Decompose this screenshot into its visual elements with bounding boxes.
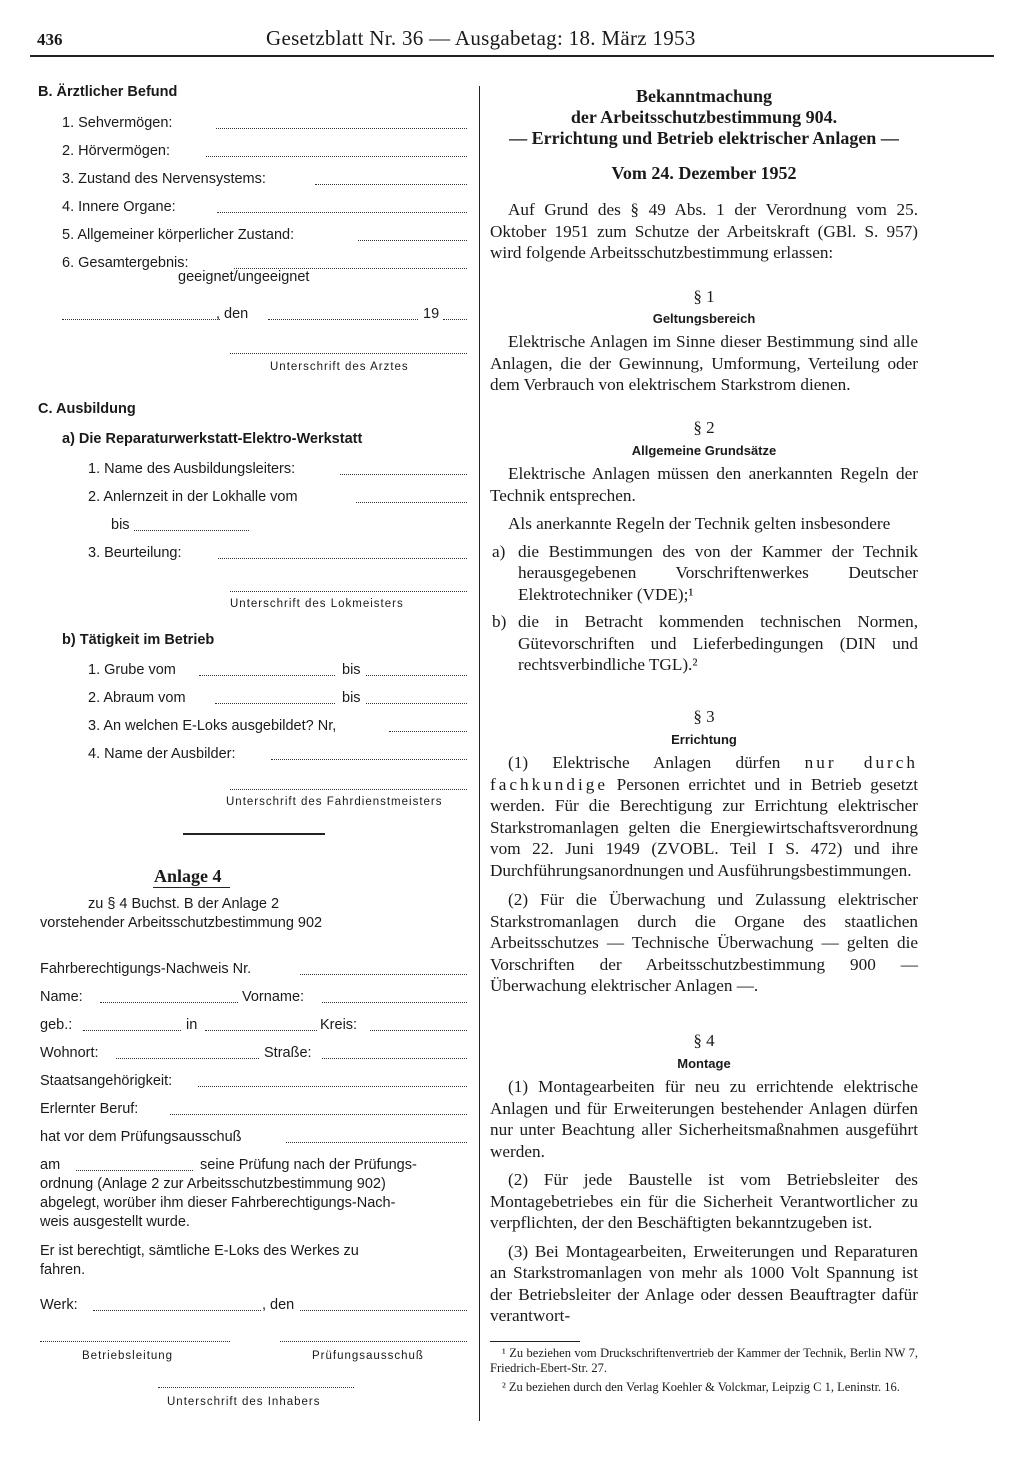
field-staat: Staatsangehörigkeit: <box>40 1073 173 1089</box>
item-label: Innere Organe: <box>78 199 176 215</box>
form-row-ausbilder <box>88 746 236 762</box>
item-label: Abraum vom <box>103 690 186 706</box>
fill-line <box>218 558 467 559</box>
fill-line <box>62 319 220 320</box>
signature-arzt: Unterschrift des Arztes <box>270 361 409 373</box>
intro-paragraph <box>490 199 918 264</box>
para-line-4: weis ausgestellt wurde. <box>40 1214 190 1230</box>
s1-num: § 1 <box>693 287 715 306</box>
item-label: Allgemeiner körperlicher Zustand: <box>77 227 295 243</box>
fill-line <box>170 1114 467 1115</box>
fill-line <box>76 1170 193 1171</box>
fill-line <box>217 212 467 213</box>
field-werk-den: , den <box>262 1297 295 1313</box>
s2-title: Allgemeine Grundsätze <box>631 443 777 458</box>
fill-line <box>206 156 467 157</box>
fill-line <box>340 474 467 475</box>
s2-item-b: die in Betracht kommenden technischen Normen, Gütevorschriften und Lieferbedingungen (DIN und rechtsverbindliche TGL).² <box>518 612 918 674</box>
sub-b-title: b) Tätigkeit im Betrieb <box>62 632 215 648</box>
column-divider <box>479 86 480 1421</box>
field-nachweis: Fahrberechtigungs-Nachweis Nr. <box>40 961 252 977</box>
footnotes <box>490 1346 918 1395</box>
field-in: in <box>186 1017 198 1033</box>
item-num: 4. <box>88 746 101 762</box>
list-label: a) <box>492 541 506 561</box>
field-pruefung: hat vor dem Prüfungsausschuß <box>40 1129 242 1145</box>
s4-p2: (2) Für jede Baustelle ist vom Betriebsleiter des Montagebetriebes ein für die Sicherheit Verantwortlicher zu verpflichten, der den Beschäftigten bekanntzugeben ist. <box>490 1170 918 1232</box>
field-werk: Werk: <box>40 1297 78 1313</box>
signature-fahrdienstmeister: Unterschrift des Fahrdienstmeisters <box>226 796 443 808</box>
item-num: 2. <box>88 489 101 505</box>
signature-inhaber: Unterschrift des Inhabers <box>167 1396 321 1408</box>
fill-line <box>205 1030 317 1031</box>
grube-bis: bis <box>342 662 361 678</box>
fill-line <box>356 502 467 503</box>
date-year: 19 <box>423 306 440 322</box>
form-row-anlernzeit <box>88 489 298 505</box>
s2-item-a: die Bestimmungen des von der Kammer der Technik herausgegebenen Vorschriftenwerkes Deutscher Elektrotechniker (VDE);¹ <box>518 541 918 604</box>
s2-p1: Elektrische Anlagen müssen den anerkannten Regeln der Technik entsprechen. <box>490 464 918 505</box>
field-kreis: Kreis: <box>320 1017 358 1033</box>
form-row-e-loks <box>88 718 336 734</box>
fill-line <box>93 1310 261 1311</box>
field-wohnort: Wohnort: <box>40 1045 99 1061</box>
field-vorname: Vorname: <box>242 989 305 1005</box>
item-num: 1. <box>88 662 101 678</box>
footnote-2: ² Zu beziehen durch den Verlag Koehler & Volckmar, Leipzig C 1, Leninstr. 16. <box>502 1380 900 1394</box>
form-row-koerper <box>62 227 294 243</box>
anlage-ref-2: vorstehender Arbeitsschutzbestimmung 902 <box>40 915 323 931</box>
s3-p1-b: Personen errichtet und in Betrieb gesetzt werden. Für die Berechtigung zur Errichtung elektrischer Starkstromanlagen gelten die Energiewirtschaftsverordnung vom 22. Juni 1949 (ZVOBL. Teil I S. 472) und ihre Durchführungsanordnungen und Ausführungsbestimmungen. <box>490 774 918 880</box>
signature-lokmeister: Unterschrift des Lokmeisters <box>230 598 404 610</box>
field-name: Name: <box>40 989 83 1005</box>
fill-line <box>300 1310 467 1311</box>
footnote-rule <box>490 1341 580 1342</box>
s3-title: Errichtung <box>671 732 737 747</box>
fill-line <box>100 1002 238 1003</box>
item-num: 5. <box>62 227 75 243</box>
form-row-beurteilung <box>88 545 182 561</box>
berechtigt-line-1: Er ist berechtigt, sämtliche E-Loks des Werkes zu <box>40 1243 359 1259</box>
signature-line <box>230 353 467 354</box>
s4-body <box>490 1076 918 1327</box>
item-num: 3. <box>88 718 101 734</box>
section-c-title: C. Ausbildung <box>38 401 136 417</box>
s3-p1-a: (1) Elektrische Anlagen dürfen <box>508 753 781 772</box>
s2-num: § 2 <box>693 418 715 437</box>
item-label: Name des Ausbildungsleiters: <box>104 461 296 477</box>
item-label: Gesamtergebnis: <box>78 255 189 271</box>
fill-line <box>315 184 467 185</box>
item-label: Beurteilung: <box>104 545 182 561</box>
header-rule <box>30 55 994 57</box>
fill-line <box>134 530 249 531</box>
item-label: Anlernzeit in der Lokhalle vom <box>103 489 298 505</box>
abraum-bis: bis <box>342 690 361 706</box>
para-line-3: abgelegt, worüber ihm dieser Fahrberechtigungs-Nach- <box>40 1195 396 1211</box>
intro-text: Auf Grund des § 49 Abs. 1 der Verordnung vom 25. Oktober 1951 zum Schutze der Arbeitskraft (GBl. S. 957) wird folgende Arbeitsschutzbestimmung erlassen: <box>490 200 918 262</box>
field-beruf: Erlernter Beruf: <box>40 1101 139 1117</box>
fill-line <box>286 1142 467 1143</box>
s3-p1-nur: nur durch <box>804 753 918 772</box>
form-row-hoervermoegen <box>62 143 170 159</box>
form-row-sehvermoegen <box>62 115 172 131</box>
fill-line <box>216 128 467 129</box>
title-line-1: Bekanntmachung <box>635 86 773 106</box>
item-label: Grube vom <box>104 662 176 678</box>
section-b-title: B. Ärztlicher Befund <box>38 84 178 100</box>
field-strasse: Straße: <box>264 1045 312 1061</box>
fill-line <box>83 1030 181 1031</box>
s3-body <box>490 752 918 997</box>
fill-line <box>366 675 467 676</box>
s3-p1 <box>490 752 918 881</box>
fill-line <box>215 703 335 704</box>
fill-line <box>389 731 467 732</box>
item-label: An welchen E-Loks ausgebildet? Nr, <box>103 718 337 734</box>
footnote-1: ¹ Zu beziehen vom Druckschriftenvertrieb der Kammer der Technik, Berlin NW 7, Friedrich-Ebert-Str. 27. <box>490 1346 918 1375</box>
fill-line <box>198 1086 467 1087</box>
s4-num: § 4 <box>693 1031 715 1050</box>
item-label: Name der Ausbilder: <box>104 746 236 762</box>
page-number: 436 <box>37 30 63 49</box>
form-row-abraum <box>88 690 186 706</box>
item-num: 2. <box>62 143 75 159</box>
signature-line <box>40 1341 230 1342</box>
item-num: 1. <box>88 461 101 477</box>
fill-line <box>443 319 467 320</box>
form-row-nervensystem <box>62 171 266 187</box>
signature-line <box>280 1341 467 1342</box>
result-options: geeignet/ungeeignet <box>178 269 310 285</box>
berechtigt-line-2: fahren. <box>40 1262 86 1278</box>
s2-body <box>490 463 918 676</box>
fill-line <box>271 759 467 760</box>
title-line-3: — Errichtung und Betrieb elektrischer Anlagen — <box>509 128 899 148</box>
item-label: Sehvermögen: <box>78 115 173 131</box>
item-label: Hörvermögen: <box>78 143 170 159</box>
signature-line <box>230 591 467 592</box>
s1-text: Elektrische Anlagen im Sinne dieser Bestimmung sind alle Anlagen, die der Gewinnung, Umformung, Verteilung oder dem Verbrauch von elektrischem Starkstrom dienen. <box>490 332 918 394</box>
s1-body <box>490 331 918 396</box>
s4-p1: (1) Montagearbeiten für neu zu errichtende elektrische Anlagen und für Erweiterungen bestehender Anlagen dürfen nur unter Beachtung aller Sicherheitsmaßnahmen ausgeführt werden. <box>490 1077 918 1161</box>
signature-betriebsleitung: Betriebsleitung <box>82 1350 174 1362</box>
fill-line <box>199 675 335 676</box>
announcement-date: Vom 24. Dezember 1952 <box>611 163 797 183</box>
sub-a-title: a) Die Reparaturwerkstatt-Elektro-Werkstatt <box>62 431 363 447</box>
signature-line <box>158 1387 354 1388</box>
form-row-innere-organe <box>62 199 176 215</box>
s3-p1-fach: fachkundige <box>490 774 608 794</box>
fill-line <box>322 1002 467 1003</box>
s4-p3: (3) Bei Montagearbeiten, Erweiterungen und Reparaturen an Starkstromanlagen von mehr als 1000 Volt Spannung ist der Betriebsleiter der Anlage oder dessen Beauftragter dafür verantwort- <box>490 1241 918 1325</box>
item-num: 6. <box>62 255 75 271</box>
section-rule <box>183 833 325 835</box>
fill-line <box>268 319 418 320</box>
s1-title: Geltungsbereich <box>652 311 756 326</box>
item-num: 4. <box>62 199 75 215</box>
fill-line <box>322 1058 467 1059</box>
running-head: Gesetzblatt Nr. 36 — Ausgabetag: 18. März 1953 <box>266 26 696 50</box>
form-row-grube <box>88 662 176 678</box>
form-row-ausbildungsleiter <box>88 461 295 477</box>
anlage-title: Anlage 4 <box>154 866 222 886</box>
form-row-bis: bis <box>111 517 130 533</box>
list-item <box>490 611 918 676</box>
s2-p2: Als anerkannte Regeln der Technik gelten insbesondere <box>508 514 891 533</box>
anlage-underline <box>153 887 230 888</box>
para-line-2: ordnung (Anlage 2 zur Arbeitsschutzbestimmung 902) <box>40 1176 386 1192</box>
item-num: 2. <box>88 690 101 706</box>
field-am: am <box>40 1157 61 1173</box>
form-row-gesamtergebnis <box>62 255 189 271</box>
title-line-2: der Arbeitsschutzbestimmung 904. <box>570 107 838 127</box>
s3-p2: (2) Für die Überwachung und Zulassung elektrischer Starkstromanlagen durch die Organe des staatlichen Arbeitsschutzes — Technische Überwachung — gelten die Vorschriften der Arbeitsschutzbestimmung 900 — Überwachung elektrischer Anlagen —. <box>490 890 918 995</box>
signature-line <box>230 789 467 790</box>
announcement-title <box>490 86 918 149</box>
signature-pruefungsausschuss: Prüfungsausschuß <box>312 1350 424 1362</box>
item-num: 3. <box>62 171 75 187</box>
field-geb: geb.: <box>40 1017 73 1033</box>
field-am-rest: seine Prüfung nach der Prüfungs- <box>200 1157 417 1173</box>
s3-num: § 3 <box>693 707 715 726</box>
list-item <box>490 541 918 606</box>
s4-title: Montage <box>677 1056 731 1071</box>
item-num: 1. <box>62 115 75 131</box>
list-label: b) <box>492 612 507 631</box>
item-num: 3. <box>88 545 101 561</box>
fill-line <box>358 240 467 241</box>
fill-line <box>366 703 467 704</box>
anlage-ref-1: zu § 4 Buchst. B der Anlage 2 <box>88 896 280 912</box>
fill-line <box>370 1030 467 1031</box>
fill-line <box>116 1058 259 1059</box>
date-den: , den <box>216 306 249 322</box>
fill-line <box>300 974 467 975</box>
item-label: Zustand des Nervensystems: <box>78 171 266 187</box>
